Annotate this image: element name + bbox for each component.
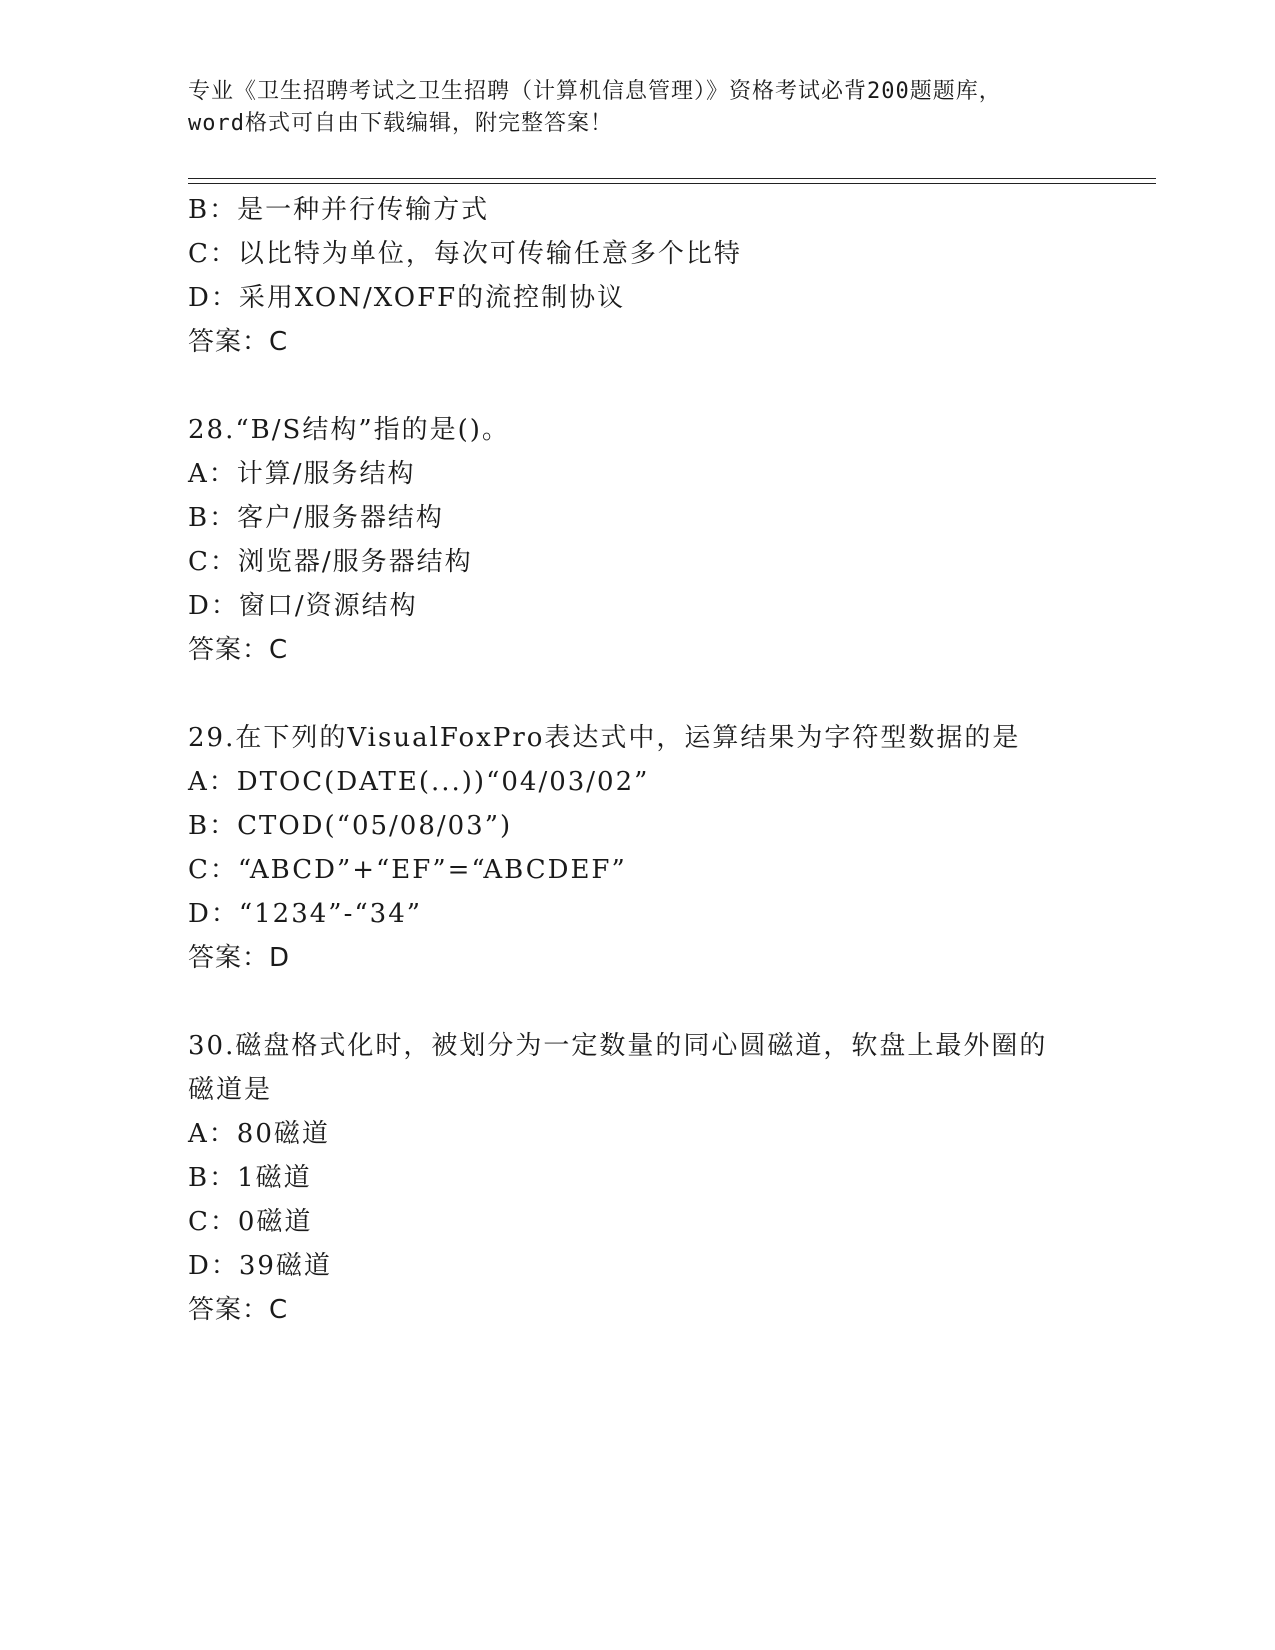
q28-option-d: D：窗口/资源结构	[188, 591, 418, 621]
header-title-line-2: word格式可自由下载编辑，附完整答案！	[188, 111, 613, 136]
q29-option-b: B：CTOD(“05/08/03”)	[188, 811, 513, 841]
q29-option-a: A：DTOC(DATE(...))“04/03/02”	[188, 767, 650, 797]
q30-option-b: B：1磁道	[188, 1163, 312, 1193]
q30-question-line-2: 磁道是	[188, 1075, 273, 1105]
header-divider-bottom	[188, 183, 1156, 184]
q28-option-b: B：客户/服务器结构	[188, 503, 444, 533]
header-divider-top	[188, 178, 1156, 179]
q28-option-a: A：计算/服务结构	[188, 459, 416, 489]
header-title-line-1: 专业《卫生招聘考试之卫生招聘（计算机信息管理）》资格考试必背200题题库，	[188, 79, 1002, 104]
q28-option-c: C：浏览器/服务器结构	[188, 547, 473, 577]
q28-question: 28.“B/S结构”指的是()。	[188, 415, 510, 445]
q29-answer: 答案：D	[188, 943, 291, 973]
q29-option-c: C：“ABCD”+“EF”=“ABCDEF”	[188, 855, 627, 885]
q30-option-c: C：0磁道	[188, 1207, 313, 1237]
q27-option-d: D：采用XON/XOFF的流控制协议	[188, 283, 626, 313]
q30-option-d: D：39磁道	[188, 1251, 332, 1281]
q29-option-d: D：“1234”-“34”	[188, 899, 423, 929]
q27-option-b: B：是一种并行传输方式	[188, 195, 490, 225]
q27-option-c: C：以比特为单位，每次可传输任意多个比特	[188, 239, 742, 269]
q28-answer: 答案：C	[188, 635, 289, 665]
q30-answer: 答案：C	[188, 1295, 289, 1325]
q29-question: 29.在下列的VisualFoxPro表达式中，运算结果为字符型数据的是	[188, 723, 1021, 753]
document-header	[188, 76, 1088, 140]
q30-question-line-1: 30.磁盘格式化时，被划分为一定数量的同心圆磁道，软盘上最外圈的	[188, 1031, 1048, 1061]
q27-answer: 答案：C	[188, 327, 289, 357]
q30-option-a: A：80磁道	[188, 1119, 330, 1149]
